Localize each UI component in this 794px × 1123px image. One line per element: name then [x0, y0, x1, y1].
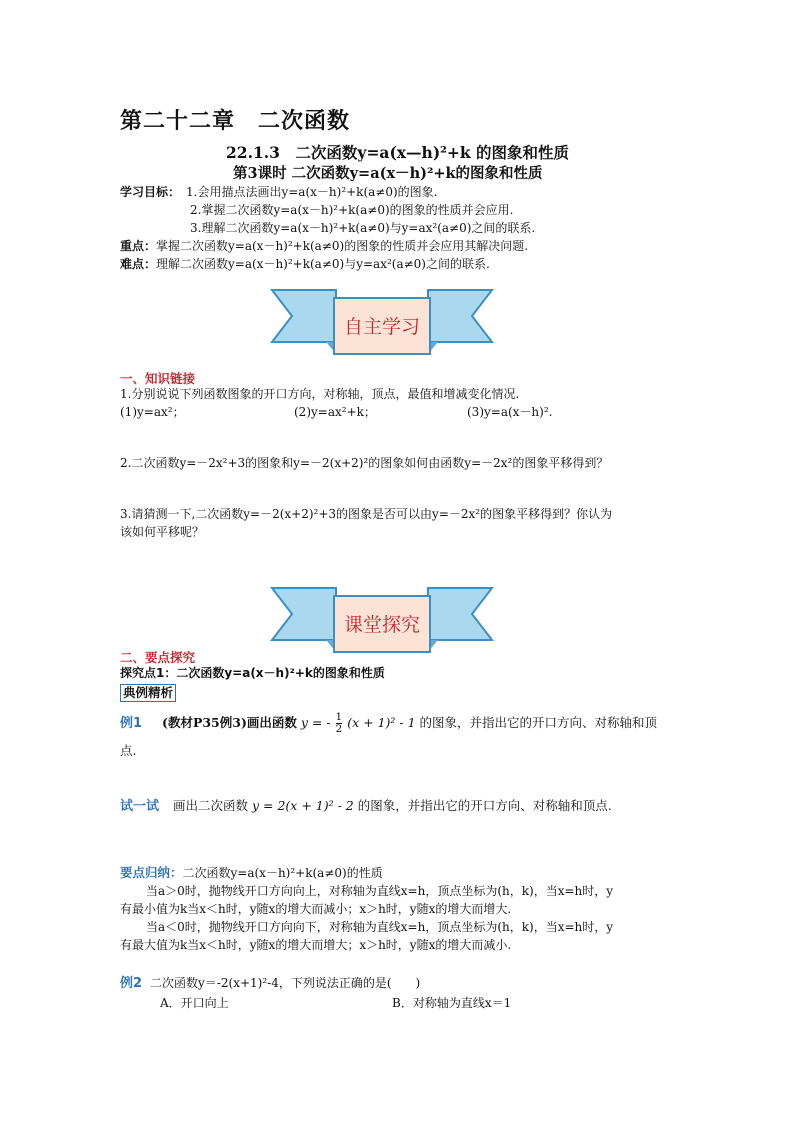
q1-option-3: (3)y=a(x－h)².: [467, 405, 553, 419]
objective-item: 2.掌握二次函数y=a(x－h)²+k(a≠0)的图象的性质并会应用.: [190, 203, 514, 217]
example-1: [120, 712, 657, 735]
summary-line: 当a＞0时，抛物线开口方向向上，对称轴为直线x=h，顶点坐标为(h，k)，当x=h时，y: [146, 884, 614, 898]
section-title: 22.1.3 二次函数y=a(x—h)²+k 的图象和性质: [226, 143, 570, 162]
fraction-numerator: 1: [335, 711, 343, 723]
q1-option-1: (1)y=ax²；: [120, 405, 185, 419]
summary-line: 有最大值为k当x＜h时，y随x的增大而增大；x＞h时，y随x的增大而减小.: [120, 938, 512, 952]
question-2: 2.二次函数y=－2x²+3的图象和y=－2(x+2)²的图象如何由函数y=－2x²的图象平移得到？: [120, 456, 609, 470]
key-point-row: [120, 238, 528, 254]
ribbon-icon: [270, 584, 494, 658]
example-2-text: 二次函数y＝-2(x+1)²-4，下列说法正确的是( ): [150, 976, 421, 990]
example-1-text: 的图象，并指出它的开口方向、对称轴和顶: [419, 715, 658, 730]
summary-line: 有最小值为k当x＜h时，y随x的增大而减小；x＞h时，y随x的增大而增大.: [120, 902, 512, 916]
example-2: [120, 975, 420, 992]
example-1-line-2: 点.: [120, 743, 137, 758]
lesson-title: 第3课时 二次函数y=a(x－h)²+k的图象和性质: [233, 165, 543, 182]
objectives-row-1: [120, 184, 437, 200]
explore-point-1: 探究点1：二次函数y=a(x－h)²+k的图象和性质: [120, 666, 385, 680]
example-2-option-b: B．对称轴为直线x＝1: [392, 996, 512, 1010]
objective-item: 3.理解二次函数y=a(x－h)²+k(a≠0)与y=ax²(a≠0)之间的联系.: [190, 221, 536, 235]
banner-class-explore-label: 课堂探究: [343, 614, 421, 636]
try-it: [120, 795, 612, 814]
example-2-option-a: A．开口向上: [160, 996, 229, 1010]
try-it-text: 的图象，并指出它的开口方向、对称轴和顶点.: [357, 798, 612, 813]
objective-item: 1.会用描点法画出y=a(x－h)²+k(a≠0)的图象.: [186, 185, 438, 199]
summary-row: [120, 865, 383, 881]
summary-label: 要点归纳：: [120, 865, 183, 880]
banner-class-explore: [270, 584, 494, 658]
fraction-denominator: 2: [335, 723, 343, 735]
try-it-pre: 画出二次函数: [173, 798, 249, 813]
example-1-formula-rhs: (x + 1)² - 1: [347, 715, 416, 730]
example-badge: 典例精析: [120, 684, 176, 702]
summary-line: 当a＜0时，抛物线开口方向向下，对称轴为直线x=h，顶点坐标为(h，k)，当x=h时，y: [146, 920, 614, 934]
question-3-line-2: 该如何平移呢？: [120, 525, 205, 539]
key-point-text: 掌握二次函数y=a(x－h)²+k(a≠0)的图象的性质并会应用其解决问题.: [156, 239, 529, 253]
question-3-line-1: 3.请猜测一下,二次函数y=－2(x+2)²+3的图象是否可以由y=－2x²的图象平移得到？你认为: [120, 507, 613, 521]
difficulty-row: [120, 256, 490, 272]
q1-option-2: (2)y=ax²+k；: [294, 405, 376, 419]
try-it-label: 试一试: [120, 799, 160, 814]
chapter-title: 第二十二章 二次函数: [120, 109, 351, 134]
banner-self-study-label: 自主学习: [343, 316, 421, 338]
example-1-fraction: [336, 712, 343, 735]
key-point-label: 重点：: [120, 239, 157, 253]
part2-heading: 二、要点探究: [120, 650, 196, 665]
banner-self-study: [270, 286, 494, 360]
objectives-label: 学习目标：: [120, 185, 181, 199]
difficulty-text: 理解二次函数y=a(x－h)²+k(a≠0)与y=ax²(a≠0)之间的联系.: [156, 257, 490, 271]
example-1-formula-lhs: y = -: [300, 715, 331, 730]
ribbon-icon: [270, 286, 494, 360]
difficulty-label: 难点：: [120, 257, 157, 271]
summary-title: 二次函数y=a(x－h)²+k(a≠0)的性质: [182, 866, 383, 880]
try-it-formula: y = 2(x + 1)² - 2: [252, 798, 354, 813]
example-1-label: 例1: [120, 716, 143, 731]
example-2-label: 例2: [120, 976, 143, 991]
example-1-source: (教材P35例3)画出函数: [162, 715, 297, 730]
part1-heading: 一、知识链接: [120, 371, 196, 386]
question-1: 1.分别说说下列函数图象的开口方向，对称轴，顶点，最值和增减变化情况.: [120, 387, 520, 401]
